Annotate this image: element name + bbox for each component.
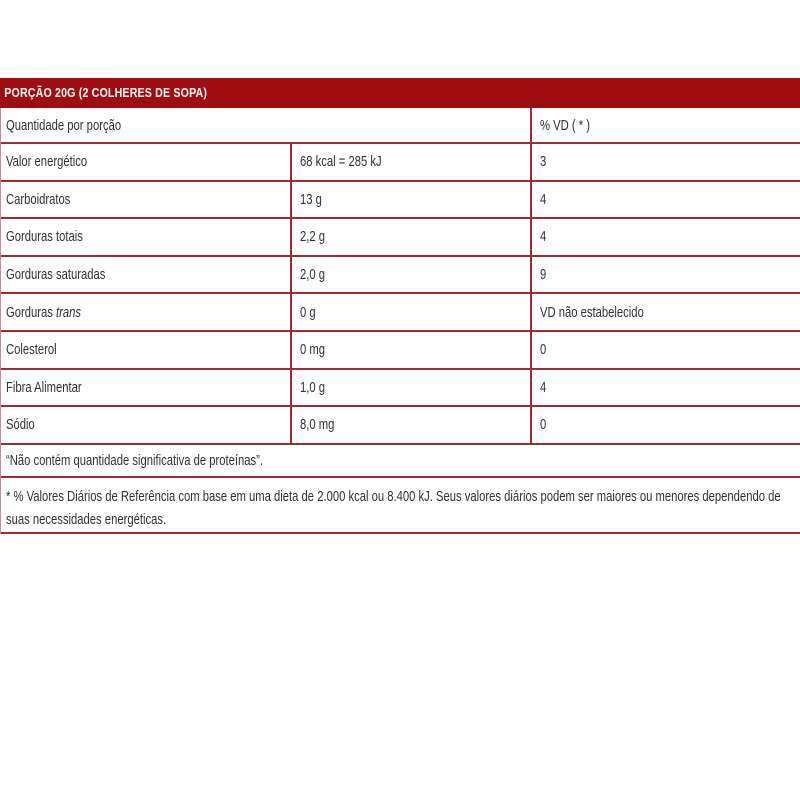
nutrient-dv-cell [530,219,800,255]
nutrient-amount: 2,0 g [300,266,326,284]
nutrient-name: Gorduras [6,303,57,321]
footnote-line-1: * % Valores Diários de Referência com base em uma dieta de 2.000 kcal ou 8.400 kJ. Seus valores diários podem ser maiores ou menores dependendo de [6,487,781,505]
nutrient-name-cell [1,182,290,218]
protein-note-row [1,445,800,478]
quantity-header-cell [1,108,530,142]
nutrient-amount-cell [290,294,530,330]
nutrient-name: Gorduras totais [6,228,83,246]
nutrient-dv-cell [530,182,800,218]
table-row [1,294,800,332]
nutrient-name-cell [1,219,290,255]
table-row [1,182,800,220]
nutrient-name-cell [1,257,290,293]
nutrient-dv-cell [530,407,800,443]
footnote-row [1,478,800,534]
nutrient-amount-cell [290,257,530,293]
nutrient-name-cell [1,407,290,443]
vd-header-label: % VD ( * ) [540,116,591,134]
nutrient-amount-cell [290,219,530,255]
table-row [1,370,800,408]
nutrient-dv-cell [530,294,800,330]
nutrient-dv-cell [530,144,800,180]
nutrient-dv: 9 [540,266,547,284]
nutrient-name: Fibra Alimentar [6,378,82,396]
nutrient-name-cell [1,370,290,406]
footnote-line-2: suas necessidades energéticas. [6,510,167,528]
nutrient-dv: 0 [540,416,547,434]
nutrient-name: Carboidratos [6,190,71,208]
nutrient-name-italic: trans [56,303,82,321]
nutrient-name-cell [1,144,290,180]
nutrient-name: Sódio [6,416,35,434]
nutrient-dv: 4 [540,228,547,246]
protein-note-text: “Não contém quantidade significativa de proteínas”. [6,451,264,469]
table-body [1,144,800,445]
nutrient-amount: 1,0 g [300,378,326,396]
nutrient-amount: 0 mg [300,341,326,359]
nutrient-amount-cell [290,182,530,218]
nutrient-dv: 4 [540,190,547,208]
nutrient-amount-cell [290,332,530,368]
nutrient-amount: 2,2 g [300,228,326,246]
nutrient-name: Valor energético [6,153,88,171]
nutrient-dv: VD não estabelecido [540,303,644,321]
serving-header-bar [0,78,800,108]
nutrient-amount-cell [290,407,530,443]
table-row [1,407,800,445]
serving-header-label: PORÇÃO 20G (2 COLHERES DE SOPA) [4,86,208,100]
table-row [1,144,800,182]
quantity-header-label: Quantidade por porção [6,116,122,134]
nutrient-name-cell [1,294,290,330]
nutrient-amount: 0 g [300,303,316,321]
table-row [1,257,800,295]
nutrition-table [0,108,800,534]
nutrient-dv: 4 [540,378,547,396]
nutrient-dv: 3 [540,153,547,171]
nutrient-name-cell [1,332,290,368]
table-row [1,332,800,370]
nutrient-amount: 8,0 mg [300,416,335,434]
table-row [1,219,800,257]
protein-note-cell [1,445,800,476]
nutrient-amount-cell [290,370,530,406]
nutrient-dv: 0 [540,341,547,359]
nutrient-dv-cell [530,370,800,406]
nutrient-amount-cell [290,144,530,180]
nutrient-dv-cell [530,257,800,293]
nutrient-name: Colesterol [6,341,57,359]
nutrient-amount: 68 kcal = 285 kJ [300,153,382,171]
table-header-row [1,108,800,144]
nutrient-name: Gorduras saturadas [6,266,106,284]
vd-header-cell [530,108,800,142]
nutrient-amount: 13 g [300,190,322,208]
nutrient-dv-cell [530,332,800,368]
